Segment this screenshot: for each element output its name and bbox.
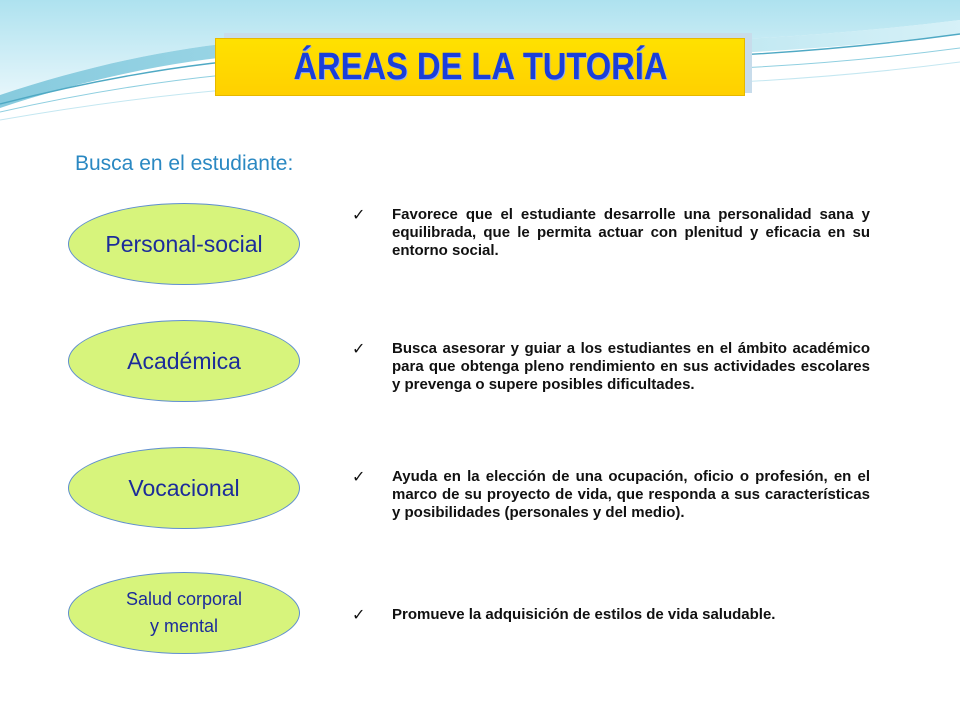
area-label-line-2: y mental <box>149 616 218 636</box>
subtitle: Busca en el estudiante: <box>75 152 294 175</box>
area-label-line-1: Salud corporal <box>125 589 243 609</box>
description-text: Promueve la adquisición de estilos de vida saludable. <box>392 606 776 623</box>
description-personal-social <box>352 206 870 260</box>
area-label: Académica <box>127 347 241 374</box>
area-oval-salud-corporal-mental <box>68 572 300 654</box>
area-oval-personal-social <box>68 203 300 285</box>
area-label: Vocacional <box>128 474 240 501</box>
page-title: ÁREAS DE LA TUTORÍA <box>292 45 668 88</box>
check-icon: ✓ <box>352 605 366 624</box>
description-text: Busca asesorar y guiar a los estudiantes en el ámbito académico para que obtenga pleno rendimiento en sus actividades escolares y prevenga o supere posibles dificultades. <box>392 340 870 393</box>
area-oval-vocacional <box>68 447 300 529</box>
description-text: Favorece que el estudiante desarrolle una personalidad sana y equilibrada, que le permita actuar con plenitud y eficacia en su entorno social. <box>392 206 870 259</box>
description-text: Ayuda en la elección de una ocupación, oficio o profesión, en el marco de su proyecto de vida, que responda a sus características y posibilidades (personales y del medio). <box>392 468 870 521</box>
check-icon: ✓ <box>352 339 366 358</box>
check-icon: ✓ <box>352 467 366 486</box>
area-label: Personal-social <box>105 230 263 257</box>
description-academica <box>352 340 870 394</box>
area-oval-academica <box>68 320 300 402</box>
title-banner <box>215 38 745 96</box>
description-salud-corporal-mental <box>352 606 870 624</box>
check-icon: ✓ <box>352 205 366 224</box>
description-vocacional <box>352 468 870 522</box>
